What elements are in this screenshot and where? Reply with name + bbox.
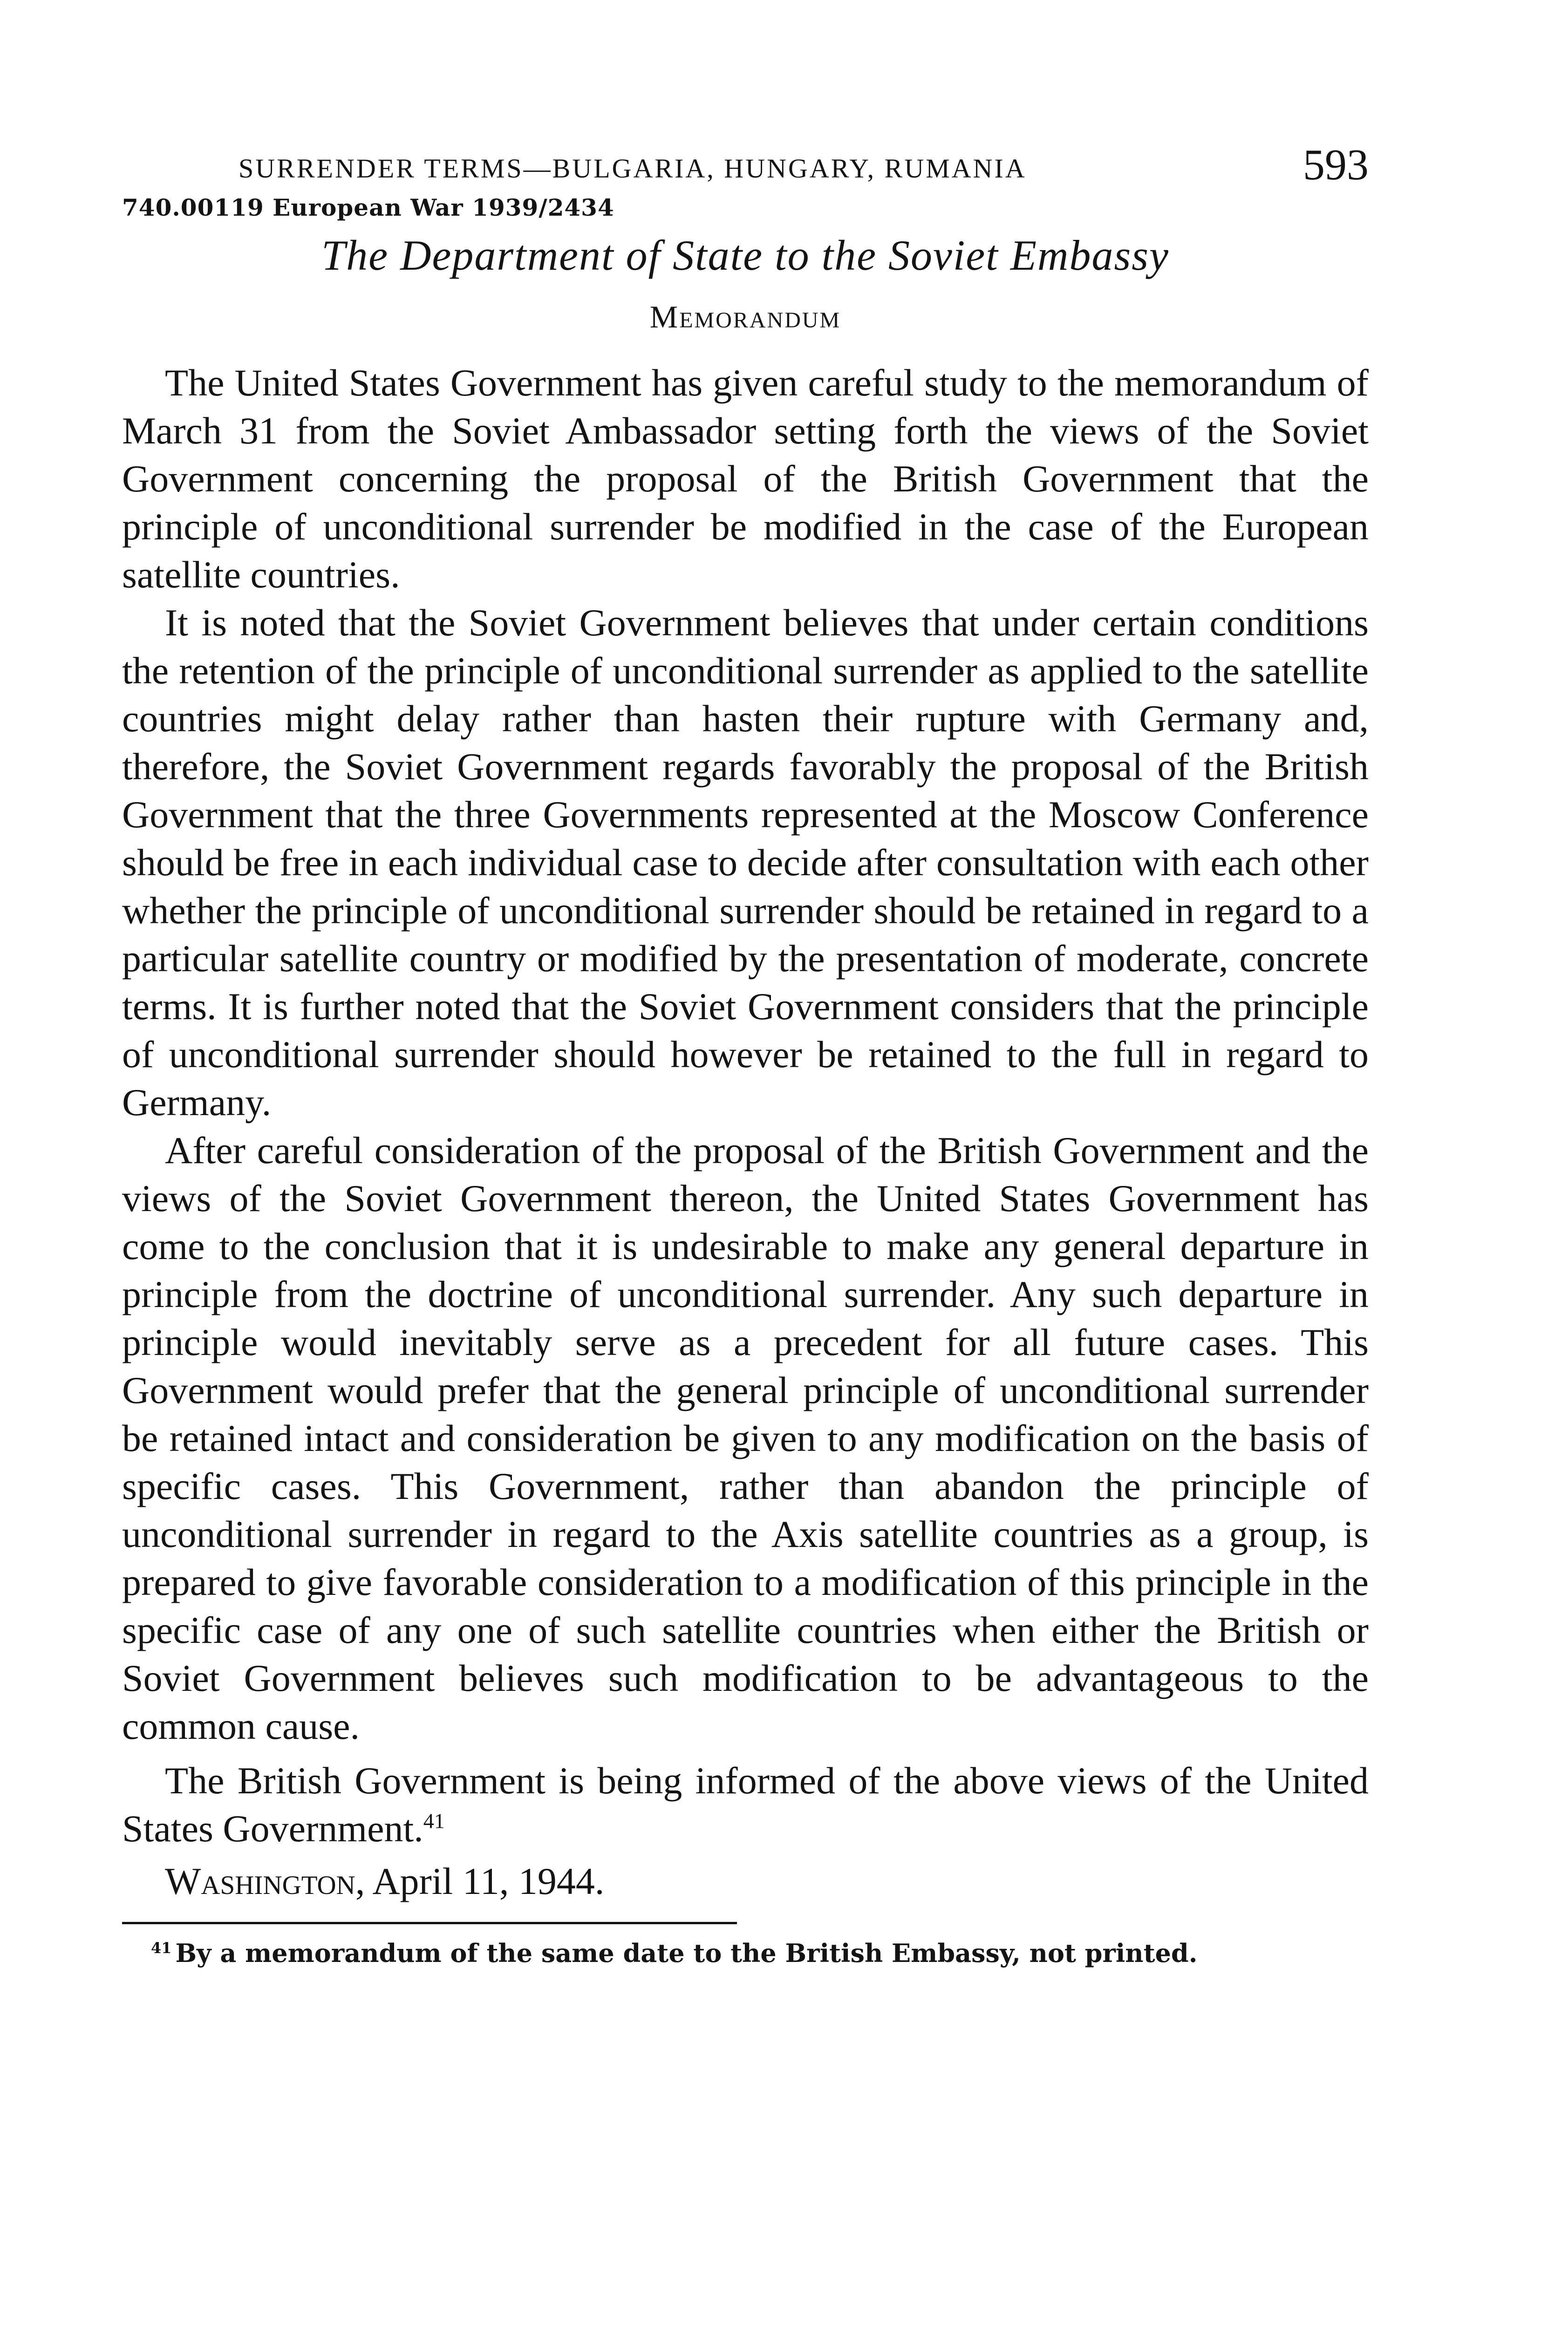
dateline-place: Washington, bbox=[165, 1860, 365, 1902]
paragraph-3: After careful consideration of the proposal of the British Government and the views of the Soviet Government thereon, the United States Government has come to the conclusion that it is undesirable to make any general departure in principle from the doctrine of unconditional surrender. Any such departure in principle would inevitably serve as a precedent for all future cases. This Government would prefer that the general principle of unconditional surrender be retained intact and consideration be given to any modification on the basis of specific cases. This Government, rather than abandon the principle of unconditional surrender in regard to the Axis satellite countries as a group, is prepared to give favorable consideration to a modification of this principle in the specific case of any one of such satellite countries when either the British or Soviet Government believes such modification to be advantageous to the common cause. bbox=[122, 1129, 1369, 1747]
file-number: 740.00119 European War 1939/2434 bbox=[122, 194, 614, 221]
paragraph-4-text: The British Government is being informed of the above views of the United States Government. bbox=[122, 1759, 1369, 1850]
footnote-rule bbox=[122, 1922, 737, 1924]
document-page bbox=[122, 140, 1369, 1968]
body-text bbox=[122, 359, 1369, 1905]
paragraph-2: It is noted that the Soviet Government believes that under certain conditions the retention of the principle of unconditional surrender as applied to the satellite countries might delay rather than hasten their rupture with Germany and, therefore, the Soviet Government regards favorably the proposal of the British Government that the three Governments represented at the Moscow Conference should be free in each individual case to decide after consultation with each other whether the principle of unconditional surrender should be retained in regard to a particular satellite country or modified by the presentation of moderate, concrete terms. It is further noted that the Soviet Government considers that the principle of unconditional surrender should however be retained to the full in regard to Germany. bbox=[122, 601, 1369, 1124]
document-type-heading: Memorandum bbox=[649, 299, 841, 334]
paragraph-4 bbox=[122, 1757, 1369, 1852]
running-title: SURRENDER TERMS—BULGARIA, HUNGARY, RUMANIA bbox=[239, 153, 1027, 184]
footnote-reference: 41 bbox=[423, 1809, 445, 1833]
document-title: The Department of State to the Soviet Embassy bbox=[321, 232, 1169, 279]
paragraph-1: The United States Government has given careful study to the memorandum of March 31 from the Soviet Ambassador setting forth the views of the Soviet Government concerning the proposal of the British Government that the principle of unconditional surrender be modified in the case of the European satellite countries. bbox=[122, 361, 1369, 596]
footnote bbox=[151, 1938, 1369, 1968]
dateline bbox=[122, 1857, 1369, 1905]
running-header bbox=[122, 140, 1369, 191]
dateline-date: April 11, 1944. bbox=[372, 1860, 605, 1902]
footnote-mark: 41 bbox=[151, 1939, 172, 1957]
page-number: 593 bbox=[1303, 141, 1369, 189]
footnote-text: By a memorandum of the same date to the British Embassy, not printed. bbox=[175, 1938, 1198, 1968]
